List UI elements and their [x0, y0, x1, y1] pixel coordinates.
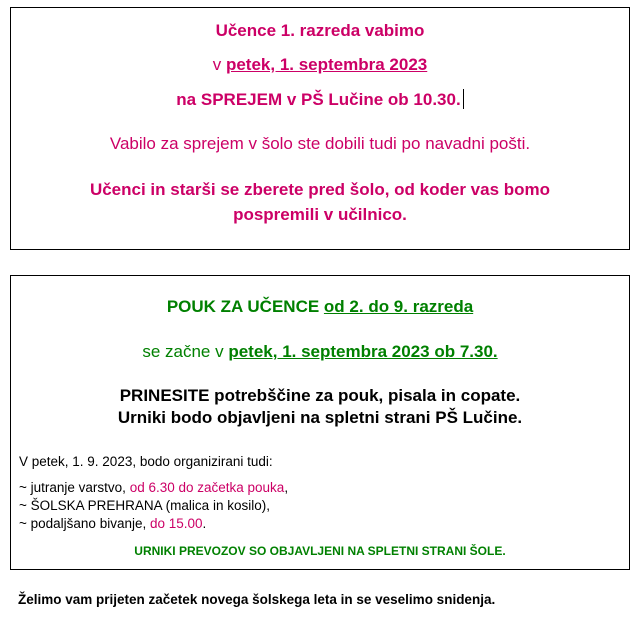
invite-gathering-line-2 — [11, 205, 629, 225]
lessons-title — [11, 297, 629, 317]
invite-gathering-text-1: Učenci in starši se zberete pred šolo, od koder vas bomo — [89, 180, 551, 199]
list-item-highlight: od 6.30 do začetka pouka — [129, 480, 285, 495]
bring-supplies-line — [11, 386, 629, 406]
list-item-label: ~ jutranje varstvo, — [19, 480, 130, 495]
organized-intro — [19, 454, 273, 469]
list-item — [19, 498, 270, 513]
lessons-title-prefix: POUK ZA UČENCE — [166, 297, 324, 316]
invite-date-prefix: v — [212, 55, 226, 74]
invitation-box-first-grade — [10, 7, 630, 250]
timetable-text: Urniki bodo objavljeni na spletni strani PŠ Lučine. — [117, 408, 523, 427]
invite-mail-note — [11, 134, 629, 154]
list-item-highlight: do 15.00 — [149, 516, 203, 531]
list-item-suffix: . — [202, 516, 207, 531]
lessons-title-range: od 2. do 9. razreda — [323, 297, 474, 316]
list-item-label: ~ podaljšano bivanje, — [19, 516, 150, 531]
lessons-start-date: petek, 1. septembra 2023 ob 7.30. — [228, 342, 498, 361]
bring-supplies-text: PRINESITE potrebščine za pouk, pisala in copate. — [119, 386, 521, 405]
lessons-start-prefix: se začne v — [142, 342, 229, 361]
invite-reception-text: na SPREJEM v PŠ Lučine ob 10.30. — [176, 90, 461, 109]
text-cursor — [463, 89, 464, 109]
transport-note — [11, 544, 629, 558]
list-item-suffix: , — [284, 480, 289, 495]
closing-wish: Želimo vam prijeten začetek novega šolskega leta in se veselimo snidenja. — [18, 592, 496, 607]
list-item — [19, 516, 206, 531]
invite-gathering-line-1 — [11, 180, 629, 200]
invite-date: petek, 1. septembra 2023 — [225, 55, 428, 74]
invite-date-line — [11, 55, 629, 75]
list-item — [19, 480, 288, 495]
invite-heading — [11, 21, 629, 41]
list-item-label: ~ ŠOLSKA PREHRANA (malica in kosilo), — [19, 498, 270, 513]
timetable-line — [11, 408, 629, 428]
lessons-start-line — [11, 342, 629, 362]
lessons-box-grades-2-9 — [10, 275, 630, 570]
invite-mail-note-text: Vabilo za sprejem v šolo ste dobili tudi po navadni pošti. — [109, 134, 531, 153]
transport-note-text: URNIKI PREVOZOV SO OBJAVLJENI NA SPLETNI STRANI ŠOLE. — [134, 544, 506, 558]
invite-gathering-text-2: pospremili v učilnico. — [233, 205, 407, 224]
organized-intro-text: V petek, 1. 9. 2023, bodo organizirani tudi: — [19, 454, 273, 469]
invite-reception-line — [11, 89, 629, 110]
invite-heading-text: Učence 1. razreda vabimo — [215, 21, 425, 40]
